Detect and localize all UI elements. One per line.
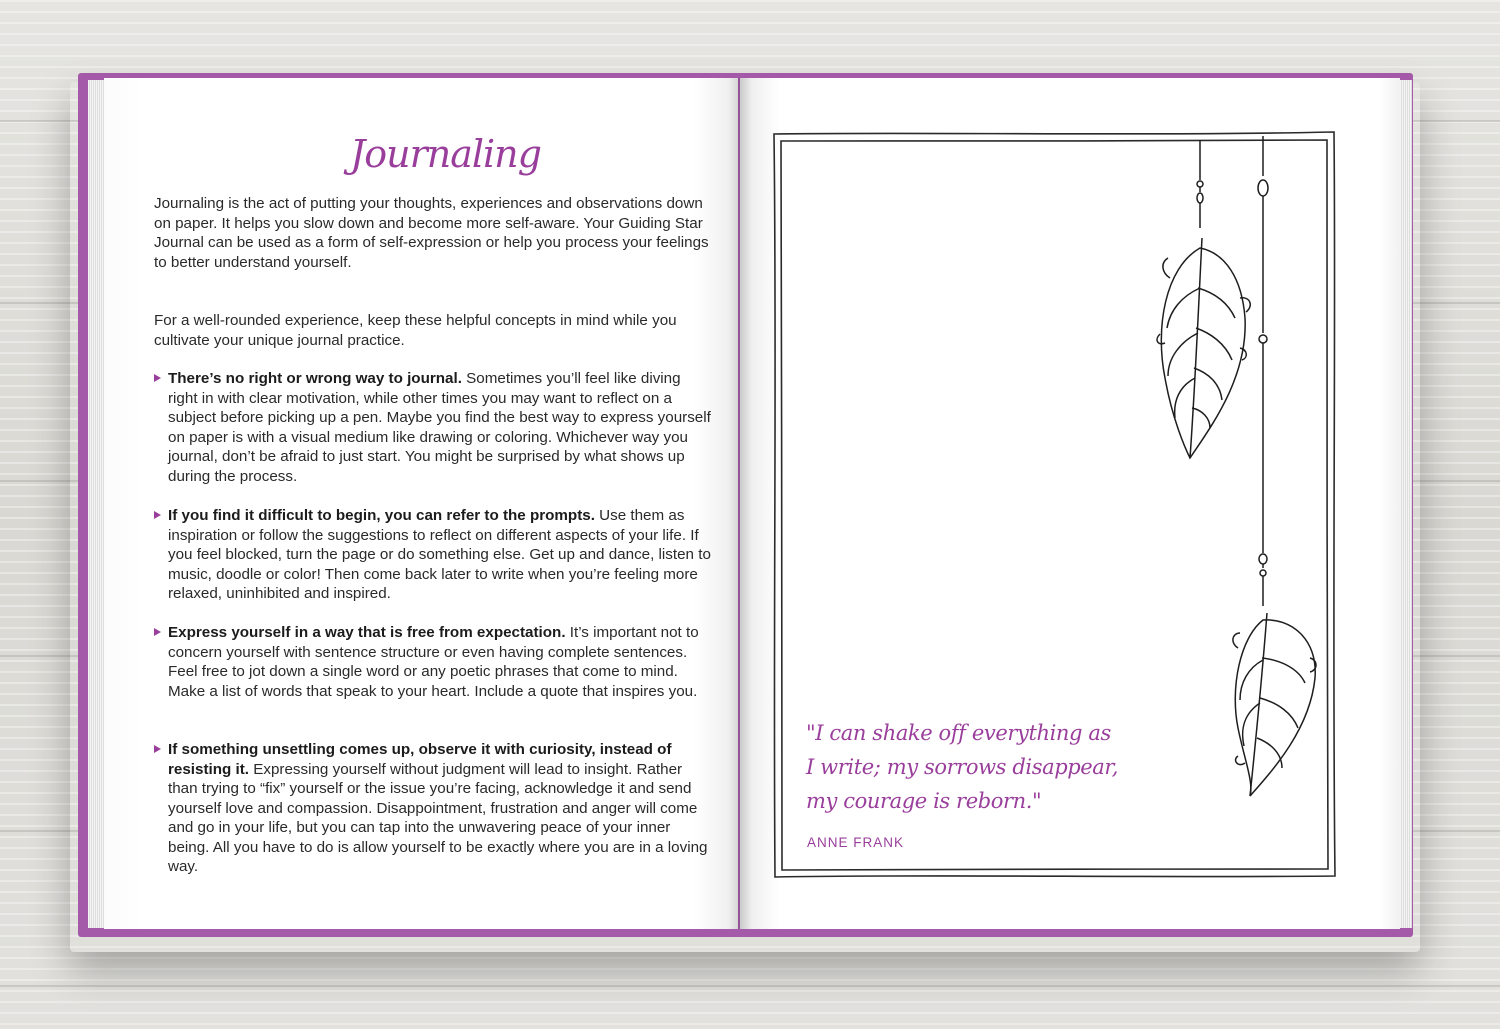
bullet-arrow-icon	[154, 374, 161, 382]
bullet-arrow-icon	[154, 511, 161, 519]
hanging-feather-left-icon	[1157, 140, 1250, 458]
bullet-body: Expressing yourself without judgment will lead to insight. Rather than trying to “fix” yourself or the issue you’re facing, acknowledge it and send yourself love and compassion. Disappointment, frustration and anger will come and go in your life, but you can tap into the unwavering peace of your inner being. All you have to do is allow yourself to be exactly where you are in a loving way.	[168, 760, 708, 875]
bullet-arrow-icon	[154, 628, 161, 636]
quote-line: my courage is reborn."	[806, 789, 1042, 813]
bullet-arrow-icon	[154, 745, 161, 753]
bullet-body: Use them as inspiration or follow the suggestions to reflect on different aspects of your life. If you feel blocked, turn the page or do something else. Get up and dance, listen to music, doodle or color! Then come back later to write when you’re feeling more relaxed, uninhibited and inspired.	[168, 507, 711, 602]
bullet-body: Sometimes you’ll feel like diving right in with clear motivation, while other times you may want to reflect on a subject before picking up a pen. Maybe you find the best way to express yourself on paper is with a visual medium like drawing or coloring. Whichever way you journal, don’t be afraid to just start. You might be surprised by what shows up during the process.	[168, 370, 711, 485]
bullet-heading: Express yourself in a way that is free from expectation.	[168, 624, 566, 641]
bullet-heading: If something unsettling comes up, observe it with curiosity, instead of resisting it.	[168, 741, 672, 778]
quote-block	[806, 716, 1119, 818]
bullet-body: It’s important not to concern yourself with sentence structure or even having complete sentences. Feel free to jot down a single word or any poetic phrases that come to mind. Make a list of words that speak to your heart. Include a quote that inspires you.	[168, 624, 699, 700]
page-edges-right	[1398, 80, 1412, 928]
page-edges-left	[88, 80, 104, 928]
page-title: Journaling	[350, 132, 541, 176]
quote-author: ANNE FRANK	[807, 835, 905, 850]
lead-in-paragraph: For a well-rounded experience, keep these helpful concepts in mind while you cultivate your unique journal practice.	[154, 312, 677, 349]
quote-line: I write; my sorrows disappear,	[806, 755, 1119, 779]
hanging-feather-right-icon	[1233, 136, 1316, 796]
bullet-item	[154, 740, 714, 877]
bullet-item	[154, 506, 714, 604]
bullet-item	[154, 369, 714, 486]
bullet-heading: If you find it difficult to begin, you can refer to the prompts.	[168, 507, 595, 524]
bullet-item	[154, 623, 714, 701]
book-gutter	[728, 78, 752, 929]
intro-paragraph: Journaling is the act of putting your thoughts, experiences and observations down on paper. It helps you slow down and become more self-aware. Your Guiding Star Journal can be used as a form of self-expression or help you process your feelings to better understand yourself.	[154, 195, 709, 271]
bullet-heading: There’s no right or wrong way to journal.	[168, 370, 462, 387]
quote-line: "I can shake off everything as	[806, 721, 1111, 745]
